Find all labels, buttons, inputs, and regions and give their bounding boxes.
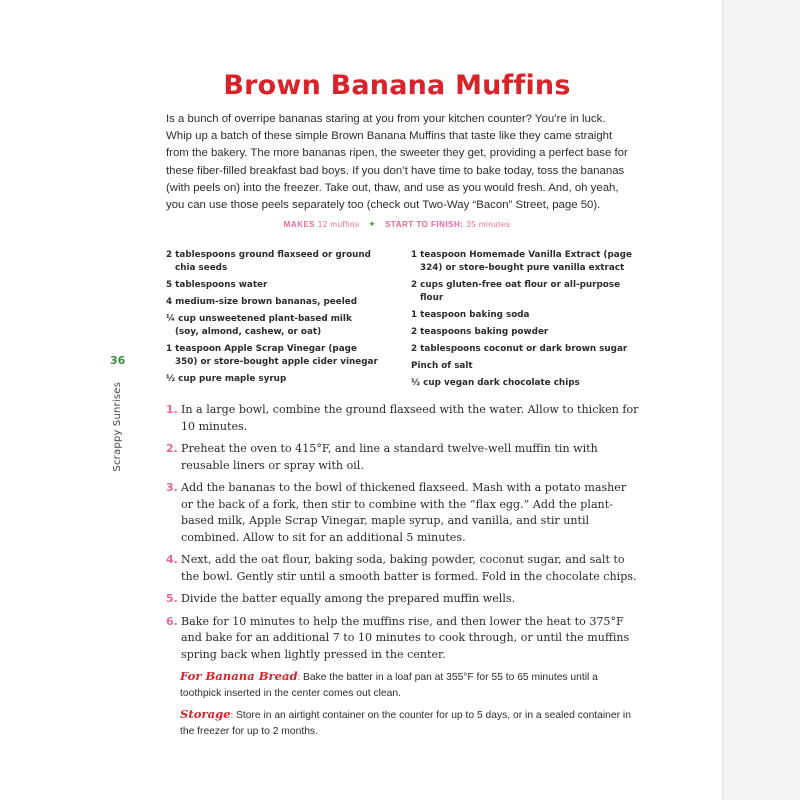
note-banana-bread xyxy=(180,668,632,702)
ingredient-item: 2 teaspoons baking powder xyxy=(411,327,549,337)
ingredient-item: 5 tablespoons water xyxy=(166,280,268,290)
page-edge-margin xyxy=(722,0,800,800)
ingredient-item: ½ cup vegan dark chocolate chips xyxy=(411,378,580,388)
ingredient-item: 1 teaspoon Homemade Vanilla Extract (page 324) or store-bought pure vanilla extract xyxy=(411,250,632,273)
ingredient-item: ½ cup pure maple syrup xyxy=(166,374,287,384)
step-number: 2. xyxy=(166,442,178,455)
ingredient-item: 4 medium-size brown bananas, peeled xyxy=(166,297,358,307)
step-text: Next, add the oat flour, baking soda, baking powder, coconut sugar, and salt to the bowl. Gently stir until a smooth batter is formed. Fold in the chocolate chips. xyxy=(181,553,637,583)
step-text: Divide the batter equally among the prepared muffin wells. xyxy=(181,592,516,605)
step-item xyxy=(166,441,640,474)
ingredient-item: ¼ cup unsweetened plant-based milk (soy, almond, cashew, or oat) xyxy=(166,314,352,337)
step-item xyxy=(166,614,640,664)
ingredient-item: 1 teaspoon Apple Scrap Vinegar (page 350) or store-bought apple cider vinegar xyxy=(166,344,378,367)
note-storage xyxy=(180,706,632,740)
chapter-running-head: Scrappy Sunrises xyxy=(112,382,123,472)
method-steps xyxy=(166,402,640,669)
step-item xyxy=(166,402,640,435)
note-colon: : xyxy=(297,672,301,682)
makes-label: MAKES xyxy=(283,220,316,229)
separator-star-icon: ✦ xyxy=(368,219,377,229)
recipe-title: Brown Banana Muffins xyxy=(223,70,571,101)
note-text: Bake the batter in a loaf pan at 355°F for 55 to 65 minutes until a toothpick inserted in the center comes out clean. xyxy=(180,672,598,699)
step-item xyxy=(166,480,640,546)
ingredients-left-column xyxy=(166,249,378,390)
step-number: 5. xyxy=(166,592,178,605)
note-label: For Banana Bread xyxy=(180,669,298,683)
step-number: 1. xyxy=(166,403,178,416)
step-item xyxy=(166,552,640,585)
ingredients-right-column xyxy=(411,249,633,394)
page-number: 36 xyxy=(110,354,126,367)
step-number: 4. xyxy=(166,553,178,566)
note-colon: : xyxy=(230,710,234,720)
ingredient-item: Pinch of salt xyxy=(411,361,473,371)
step-number: 3. xyxy=(166,481,178,494)
recipe-intro: Is a bunch of overripe bananas staring at you from your kitchen counter? You’re in luck. Whip up a batch of these simple Brown Banana Muffins that taste like they came straight from the bakery. The more bananas ripen, the sweeter they get, providing a perfect base for these fiber-filled breakfast bad boys. If you don’t have time to bake today, toss the bananas (with peels on) into the freezer. Take out, thaw, and use as you would fresh. And, oh yeah, you can use those peels separately too (check out Two-Way “Bacon” Street, page 50). xyxy=(166,113,628,212)
step-text: Bake for 10 minutes to help the muffins rise, and then lower the heat to 375°F and bake for an additional 7 to 10 minutes to cook through, or until the muffins spring back when lightly pressed in the center. xyxy=(181,614,630,661)
time-label: START TO FINISH: xyxy=(385,220,464,229)
note-label: Storage xyxy=(180,707,231,721)
step-text: Add the bananas to the bowl of thickened flaxseed. Mash with a potato masher or the back of a fork, then stir to combine with the “flax egg.” Add the plant-based milk, Apple Scrap Vinegar, maple syrup, and vanilla, and stir until combined. Allow to sit for an additional 5 minutes. xyxy=(181,481,627,544)
time-value: 35 minutes xyxy=(466,220,511,229)
step-number: 6. xyxy=(166,614,178,628)
ingredient-item: 2 cups gluten-free oat flour or all-purpose flour xyxy=(411,280,621,303)
ingredient-item: 2 tablespoons ground flaxseed or ground chia seeds xyxy=(166,250,371,273)
makes-value: 12 muffins xyxy=(317,220,360,229)
recipe-meta xyxy=(166,219,628,230)
ingredient-item: 2 tablespoons coconut or dark brown sugar xyxy=(411,344,628,354)
step-item xyxy=(166,591,640,608)
ingredient-item: 1 teaspoon baking soda xyxy=(411,310,530,320)
step-text: In a large bowl, combine the ground flaxseed with the water. Allow to thicken for 10 minutes. xyxy=(181,403,639,433)
note-text: Store in an airtight container on the counter for up to 5 days, or in a sealed container in the freezer for up to 2 months. xyxy=(180,710,631,737)
step-text: Preheat the oven to 415°F, and line a standard twelve-well muffin tin with reusable liners or spray with oil. xyxy=(181,442,598,472)
